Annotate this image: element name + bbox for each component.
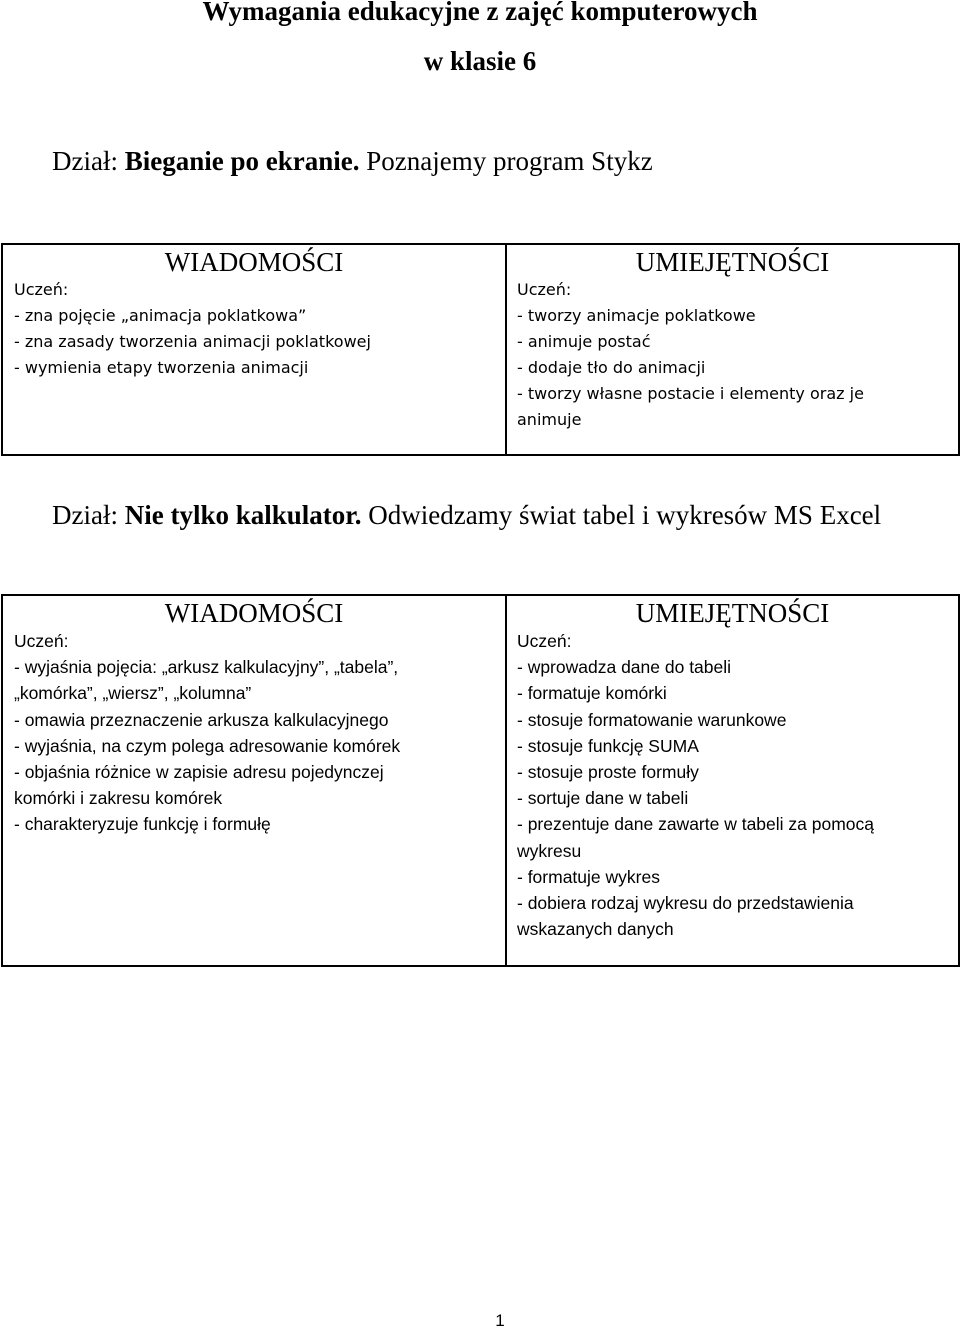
section-name: Nie tylko kalkulator. xyxy=(124,500,362,530)
page-number: 1 xyxy=(495,1311,505,1330)
list-item: - wyjaśnia pojęcia: „arkusz kalkulacyjny”, „tabela”, „komórka”, „wiersz”, „kolumna” xyxy=(14,657,399,704)
list-item: - dobiera rodzaj wykresu do przedstawienia wskazanych danych xyxy=(517,893,854,940)
umiejetnosci-cell xyxy=(506,244,959,455)
list-item: - objaśnia różnice w zapisie adresu pojedynczej komórki i zakresu komórek xyxy=(14,762,384,809)
section-heading xyxy=(52,498,881,532)
list-item: - formatuje wykres xyxy=(517,866,660,887)
section-name: Bieganie po ekranie. xyxy=(124,146,360,176)
umiejetnosci-heading: UMIEJĘTNOŚCI xyxy=(635,598,830,628)
list-item: - sortuje dane w tabeli xyxy=(517,788,689,809)
list-item: - prezentuje dane zawarte w tabeli za pomocą wykresu xyxy=(517,814,875,861)
wiadomosci-list xyxy=(3,628,505,838)
list-item: - stosuje funkcję SUMA xyxy=(517,735,699,756)
list-item: - formatuje komórki xyxy=(517,683,667,704)
uczen-label: Uczeń: xyxy=(14,631,69,651)
wiadomosci-heading: WIADOMOŚCI xyxy=(164,247,344,277)
umiejetnosci-list xyxy=(507,277,958,433)
umiejetnosci-heading: UMIEJĘTNOŚCI xyxy=(635,247,830,277)
dzial-label: Dział: xyxy=(52,500,118,530)
list-item: - zna zasady tworzenia animacji poklatkowej xyxy=(14,332,371,351)
list-item: - omawia przeznaczenie arkusza kalkulacyjnego xyxy=(14,709,389,730)
document-subtitle: w klasie 6 xyxy=(423,46,537,76)
list-item: - tworzy animacje poklatkowe xyxy=(517,306,756,325)
section-topic: Poznajemy program Stykz xyxy=(359,146,653,176)
list-item: - stosuje proste formuły xyxy=(517,762,699,783)
section-heading xyxy=(52,144,653,178)
dzial-label: Dział: xyxy=(52,146,118,176)
wiadomosci-cell xyxy=(2,244,506,455)
wiadomosci-list xyxy=(3,277,505,381)
uczen-label: Uczeń: xyxy=(14,280,69,299)
wiadomosci-cell xyxy=(2,595,506,966)
requirements-table xyxy=(1,243,960,456)
list-item: - animuje postać xyxy=(517,332,651,351)
document-title: Wymagania edukacyjne z zajęć komputerowych xyxy=(202,0,758,26)
list-item: - tworzy własne postacie i elementy oraz je animuje xyxy=(517,384,864,429)
wiadomosci-heading: WIADOMOŚCI xyxy=(164,598,344,628)
list-item: - wprowadza dane do tabeli xyxy=(517,657,732,678)
list-item: - charakteryzuje funkcję i formułę xyxy=(14,814,271,835)
umiejetnosci-cell xyxy=(506,595,959,966)
uczen-label: Uczeń: xyxy=(517,631,572,651)
list-item: - wyjaśnia, na czym polega adresowanie komórek xyxy=(14,735,401,756)
list-item: - wymienia etapy tworzenia animacji xyxy=(14,358,309,377)
section-topic: Odwiedzamy świat tabel i wykresów MS Excel xyxy=(361,500,882,530)
list-item: - stosuje formatowanie warunkowe xyxy=(517,709,787,730)
list-item: - dodaje tło do animacji xyxy=(517,358,706,377)
requirements-table xyxy=(1,594,960,967)
list-item: - zna pojęcie „animacja poklatkowa” xyxy=(14,306,307,325)
umiejetnosci-list xyxy=(507,628,958,942)
uczen-label: Uczeń: xyxy=(517,280,572,299)
